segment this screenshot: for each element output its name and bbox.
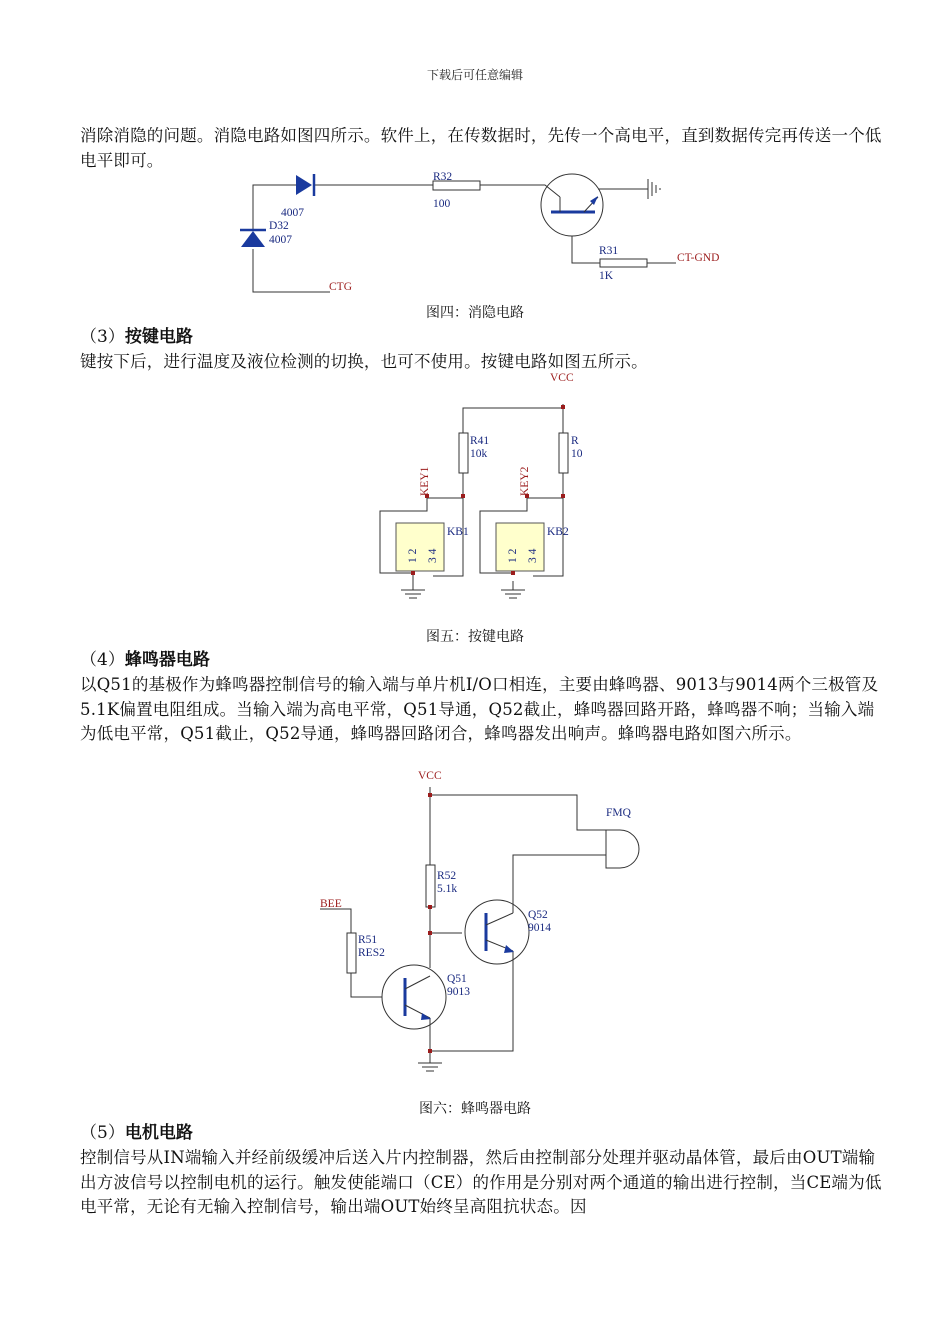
buzzer-circuit-diagram <box>0 765 950 1085</box>
key-circuit-diagram <box>0 368 950 618</box>
r31-name: R31 <box>599 245 619 257</box>
heading-number: （5） <box>80 1123 125 1143</box>
r41-name: R41 <box>470 435 490 447</box>
q51-value: 9013 <box>447 986 470 998</box>
kb1-pins-bottom: 3 4 <box>427 548 439 563</box>
r32-name: R32 <box>433 171 453 183</box>
figure4-caption: 图四：消隐电路 <box>426 305 524 321</box>
section-heading-motor <box>80 1121 193 1145</box>
key1-net-label: KEY1 <box>419 466 431 496</box>
r31-value: 1K <box>599 270 614 282</box>
heading-number: （4） <box>80 650 125 670</box>
r42-value: 10 <box>571 448 583 460</box>
r51-name: R51 <box>358 934 378 946</box>
ctgnd-net-label: CT-GND <box>677 252 720 264</box>
paragraph-keys: 键按下后，进行温度及液位检测的切换，也可不使用。按键电路如图五所示。 <box>80 352 648 371</box>
r52-value: 5.1k <box>437 883 458 895</box>
key2-net-label: KEY2 <box>519 466 531 496</box>
kb1-label: KB1 <box>447 526 469 538</box>
fmq-label: FMQ <box>606 807 631 819</box>
d32-name: D32 <box>269 220 289 232</box>
q51-name: Q51 <box>447 973 467 985</box>
r42-name: R <box>571 435 579 447</box>
blanking-circuit-diagram <box>0 165 950 300</box>
diode-top-value: 4007 <box>281 207 304 219</box>
r51-value: RES2 <box>358 947 385 959</box>
r32-value: 100 <box>433 198 451 210</box>
r52-name: R52 <box>437 870 457 882</box>
ctg-net-label: CTG <box>329 281 352 293</box>
kb2-pins-bottom: 3 4 <box>527 548 539 563</box>
q52-name: Q52 <box>528 909 548 921</box>
kb2-pins-top: 1 2 <box>507 548 519 563</box>
kb1-pins-top: 1 2 <box>407 548 419 563</box>
vcc-label: VCC <box>418 770 442 782</box>
heading-number: （3） <box>80 327 125 347</box>
bee-net-label: BEE <box>320 898 342 910</box>
figure5-caption: 图五：按键电路 <box>426 629 524 645</box>
heading-title: 按键电路 <box>124 327 193 347</box>
heading-title: 蜂鸣器电路 <box>124 650 210 670</box>
paragraph-motor: 控制信号从IN端输入并经前级缓冲后送入片内控制器，然后由控制部分处理并驱动晶体管，最后由OUT端输出方波信号以控制电机的运行。触发使能端口（CE）的作用是分别对两个通道的输出进行控制，当CE端为低电平常，无论有无输入控制信号，输出端OUT始终呈高阻抗状态。因 <box>80 1148 882 1216</box>
kb2-label: KB2 <box>547 526 569 538</box>
figure6-caption: 图六：蜂鸣器电路 <box>419 1101 531 1117</box>
page-header: 下载后可任意编辑 <box>426 68 523 82</box>
paragraph-blanking: 消除消隐的问题。消隐电路如图四所示。软件上，在传数据时，先传一个高电平，直到数据传完再传送一个低电平即可。 <box>80 126 882 170</box>
q52-value: 9014 <box>528 922 551 934</box>
section-heading-buzzer <box>80 648 210 672</box>
r41-value: 10k <box>470 448 488 460</box>
section-heading-keys <box>80 325 193 349</box>
paragraph-buzzer: 以Q51的基极作为蜂鸣器控制信号的输入端与单片机I/O口相连，主要由蜂鸣器、9013与9014两个三极管及5.1K偏置电阻组成。当输入端为高电平常，Q51导通，Q52截止，蜂鸣器回路开路，蜂鸣器不响；当输入端为低电平常，Q51截止，Q52导通，蜂鸣器回路闭合，蜂鸣器发出响声。蜂鸣器电路如图六所示。 <box>80 675 879 743</box>
d32-value: 4007 <box>269 234 292 246</box>
vcc-label: VCC <box>550 372 574 384</box>
heading-title: 电机电路 <box>124 1123 193 1143</box>
